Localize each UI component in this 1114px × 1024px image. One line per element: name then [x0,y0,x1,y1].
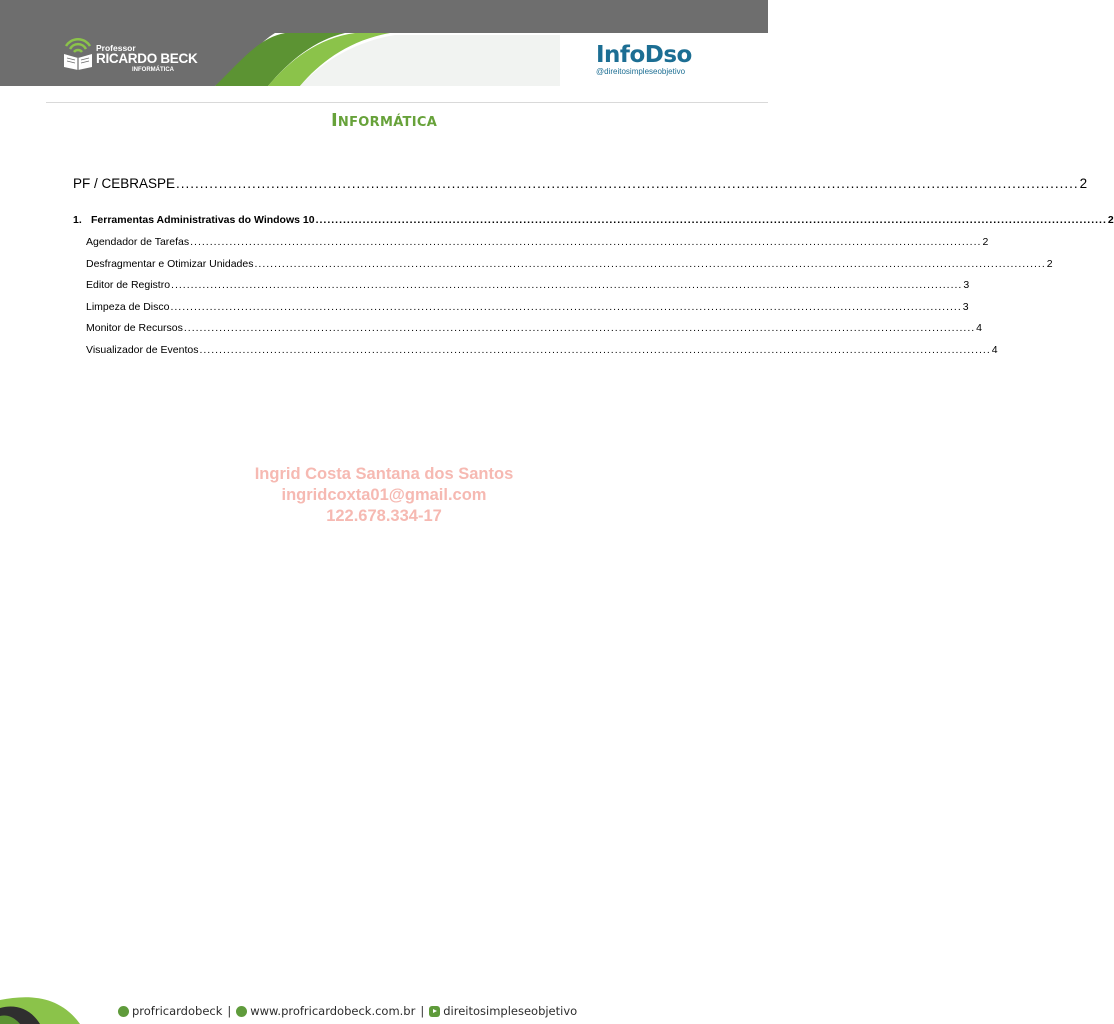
toc-entry-label: Visualizador de Eventos [86,344,199,356]
brand-subject: INFORMÁTICA [132,67,174,73]
brand-ricardo-beck [62,34,202,74]
toc-entry-page: 4 [976,322,983,334]
logo-part-dso: Dso [644,42,692,68]
logo-part-info: Info [596,42,645,68]
toc-entry-visualizador-eventos[interactable] [86,344,998,356]
toc-entry-ferramentas[interactable] [73,214,1114,226]
watermark-name: Ingrid Costa Santana dos Santos [254,465,514,483]
toc-entry-label [73,214,315,226]
toc-entry-page: 3 [963,279,970,291]
toc-entry-page: 4 [991,344,998,356]
toc-leader-dots: .......................................................................................................................................................................................................... [190,236,982,248]
toc-entry-monitor-recursos[interactable] [86,322,983,334]
toc-entry-editor-registro[interactable] [86,279,970,291]
toc-entry-label: PF / CEBRASPE [73,176,176,191]
youtube-icon [429,1006,440,1017]
toc-entry-label: Limpeza de Disco [86,301,170,313]
toc-leader-dots: .......................................................................................................................................................................................................... [171,279,963,291]
toc-leader-dots: .......................................................................................................................................................................................................... [199,344,991,356]
toc-entry-number: 1. [73,214,82,226]
toc-entry-pf-cebraspe[interactable] [73,176,1088,191]
toc-entry-label: Agendador de Tarefas [86,236,190,248]
footer-youtube[interactable]: direitosimpleseobjetivo [443,1004,578,1018]
page-title: Informática [330,110,438,131]
toc-entry-page: 2 [1079,176,1088,191]
toc-leader-dots: .......................................................................................................................................................................................................... [254,258,1046,270]
wifi-book-icon [62,34,94,70]
page-footer [0,994,768,1024]
toc-entry-page: 2 [1107,214,1114,226]
toc-entry-label: Monitor de Recursos [86,322,183,334]
footer-website[interactable]: www.profricardobeck.com.br [250,1004,416,1018]
instagram-icon [118,1006,129,1017]
toc-leader-dots: .......................................................................................................................................................................................................... [315,214,1107,226]
license-watermark [0,464,768,527]
toc-entry-page: 2 [1046,258,1053,270]
toc-entry-page: 2 [982,236,989,248]
page-header [0,0,768,86]
infodso-handle: @direitosimpleseobjetivo [596,67,686,76]
toc-leader-dots: .......................................................................................................................................................................................................... [183,322,976,334]
toc-entry-agendador[interactable] [86,236,989,248]
toc-entry-limpeza-disco[interactable] [86,301,969,313]
footer-contacts [118,1004,577,1018]
toc-leader-dots: .............................................................................................................................................................................................. [176,176,1079,191]
infodso-logo [596,42,726,68]
watermark-id: 122.678.334-17 [326,507,442,525]
watermark-email: ingridcoxta01@gmail.com [281,486,487,504]
toc-entry-label: Editor de Registro [86,279,171,291]
toc-entry-text: Ferramentas Administrativas do Windows 10 [91,214,315,226]
footer-separator: | [227,1004,232,1018]
toc-entry-page: 3 [962,301,969,313]
toc-entry-desfragmentar[interactable] [86,258,1053,270]
brand-infodso [596,42,726,76]
globe-icon [236,1006,247,1017]
brand-name: RICARDO BECK [96,51,198,66]
footer-separator: | [420,1004,425,1018]
toc-entry-label: Desfragmentar e Otimizar Unidades [86,258,254,270]
brand-prefix: Professor [96,43,136,53]
header-divider [46,102,768,103]
footer-instagram[interactable]: profricardobeck [132,1004,223,1018]
toc-leader-dots: .......................................................................................................................................................................................................... [170,301,962,313]
